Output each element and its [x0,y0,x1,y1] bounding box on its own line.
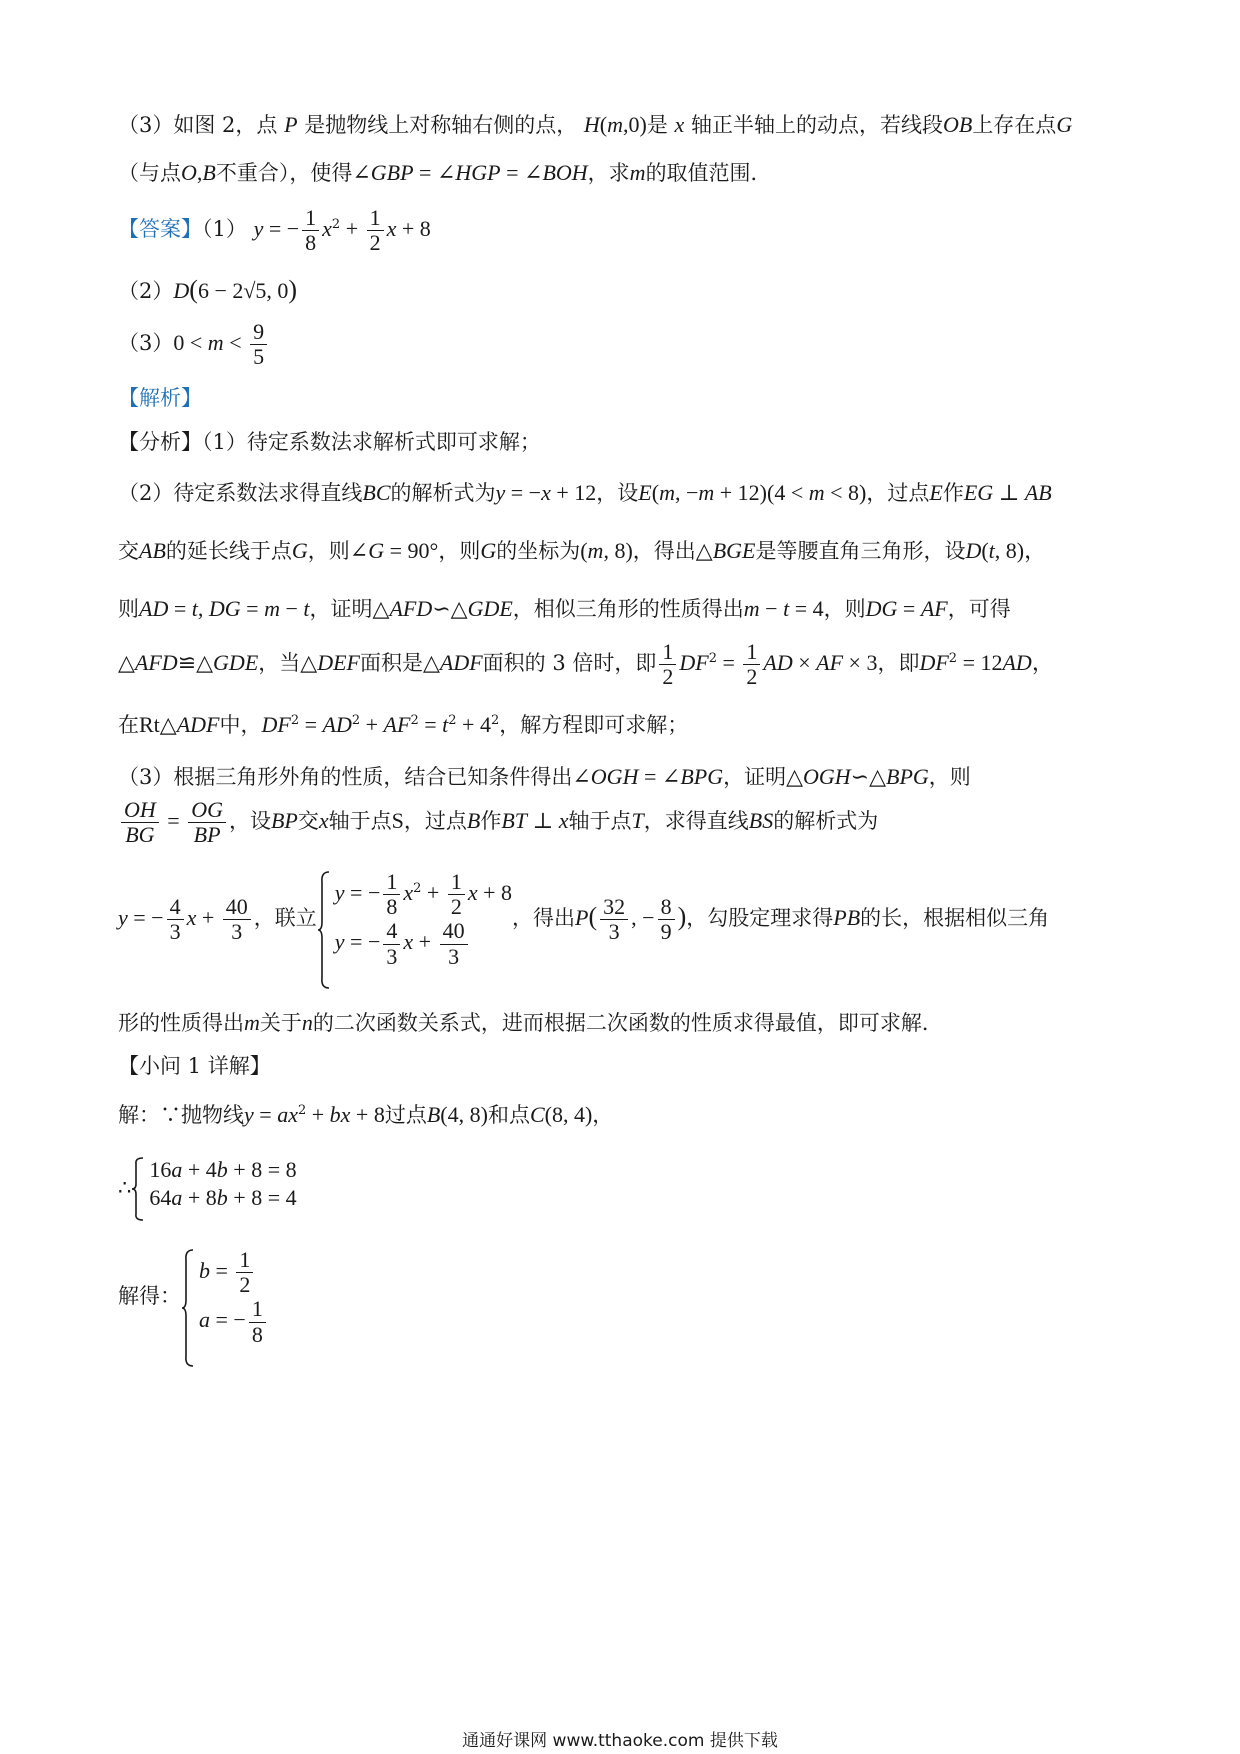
left-brace-icon [317,870,331,990]
subquestion-1-heading: 【小问 1 详解】 [118,1054,271,1078]
analysis-3-line-4: 形的性质得出m关于n的二次函数关系式，进而根据二次函数的性质求得最值，即可求解． [118,1010,943,1035]
answer-1: 【答案】（1） y = − $\frac{1}{8}$ $x^2$ + $\frac{1}{2}$ x + 8 [118,205,431,256]
analysis-2-line-3: 则AD = t, DG = m − t，证明△AFD∽△GDE，相似三角形的性质得出m − t = 4，则DG = AF，可得 [118,596,1011,621]
solution-line-1: 解：∵抛物线$y = ax^2$ + bx + 8过点B(4, 8)和点C(8, 4)， [118,1102,614,1127]
solution-result: 解得： b = $\frac{1}{2}$ a = − $\frac{1}{8}$ [118,1248,269,1347]
analysis-3-line-2: $\frac{OH}{BG}$ = $\frac{OG}{BP}$ ，设BP交x轴于点S，过点B作BT ⊥ x轴于点T，求得直线BS的解析式为 [118,798,878,847]
analysis-tag: 【解析】 [118,386,202,410]
analysis-3-line-1: （3）根据三角形外角的性质，结合已知条件得出∠OGH = ∠BPG，证明△OGH∽△BPG，则 [118,764,971,789]
fenxi-line-1: 【分析】（1）待定系数法求解析式即可求解； [118,430,541,454]
left-brace-icon [181,1248,195,1368]
answer-2: （2）D(6 − 2√5, 0) [118,275,298,304]
analysis-3-line-3: y = − $\frac{4}{3}$ x + $\frac{40}{3}$ ，联立 y = − $\frac{1}{8}$ $x^2$ + $\frac{1}{2}$ x + 8 y = − $\frac{4}{3}$ x + $\frac{40}{3}$ ，得出P( $\frac{32}{3}$ , − $\frac{8}{9}$ )，勾股定理求得PB的长，根据相似三角 [118,870,1049,969]
left-brace-icon [131,1156,145,1222]
analysis-2-line-1: （2）待定系数法求得直线BC的解析式为y = −x + 12，设E(m, −m + 12)(4 < m < 8)，过点E作EG ⊥ AB [118,480,1052,505]
question-3-line-2: （与点O,B不重合），使得∠GBP = ∠HGP = ∠BOH，求m的取值范围． [118,160,772,185]
page-footer: 通通好课网 www.tthaoke.com 提供下载 [462,1731,778,1751]
solution-system-1: ∴ 16a + 4b + 8 = 8 64a + 8b + 8 = 4 [118,1156,297,1222]
analysis-2-line-2: 交AB的延长线于点G，则∠G = 90°，则G的坐标为(m, 8)，得出△BGE是等腰直角三角形，设D(t, 8)， [118,538,1047,563]
analysis-2-line-4: △AFD≌△GDE，当△DEF面积是△ADF面积的 3 倍时，即 $\frac{1}{2}$ $DF^2$ = $\frac{1}{2}$ AD × AF × 3，即$DF^2 = 12AD$， [118,639,1054,690]
answer-tag: 【答案】 [118,217,202,242]
analysis-2-line-5: 在Rt△ADF中，$DF^2 = AD^2 + AF^2 = t^2 + 4^2$，解方程即可求解； [118,712,689,737]
question-3-line-1: （3）如图 2，点 P 是抛物线上对称轴右侧的点， H(m,0)是 x 轴正半轴上的动点，若线段OB上存在点G [118,112,1073,137]
answer-3: （3）0 < m < $\frac{9}{5}$ [118,320,270,369]
equation-system-intersection: y = − $\frac{1}{8}$ $x^2$ + $\frac{1}{2}$ x + 8 y = − $\frac{4}{3}$ x + $\frac{40}{3}$ [317,870,512,969]
